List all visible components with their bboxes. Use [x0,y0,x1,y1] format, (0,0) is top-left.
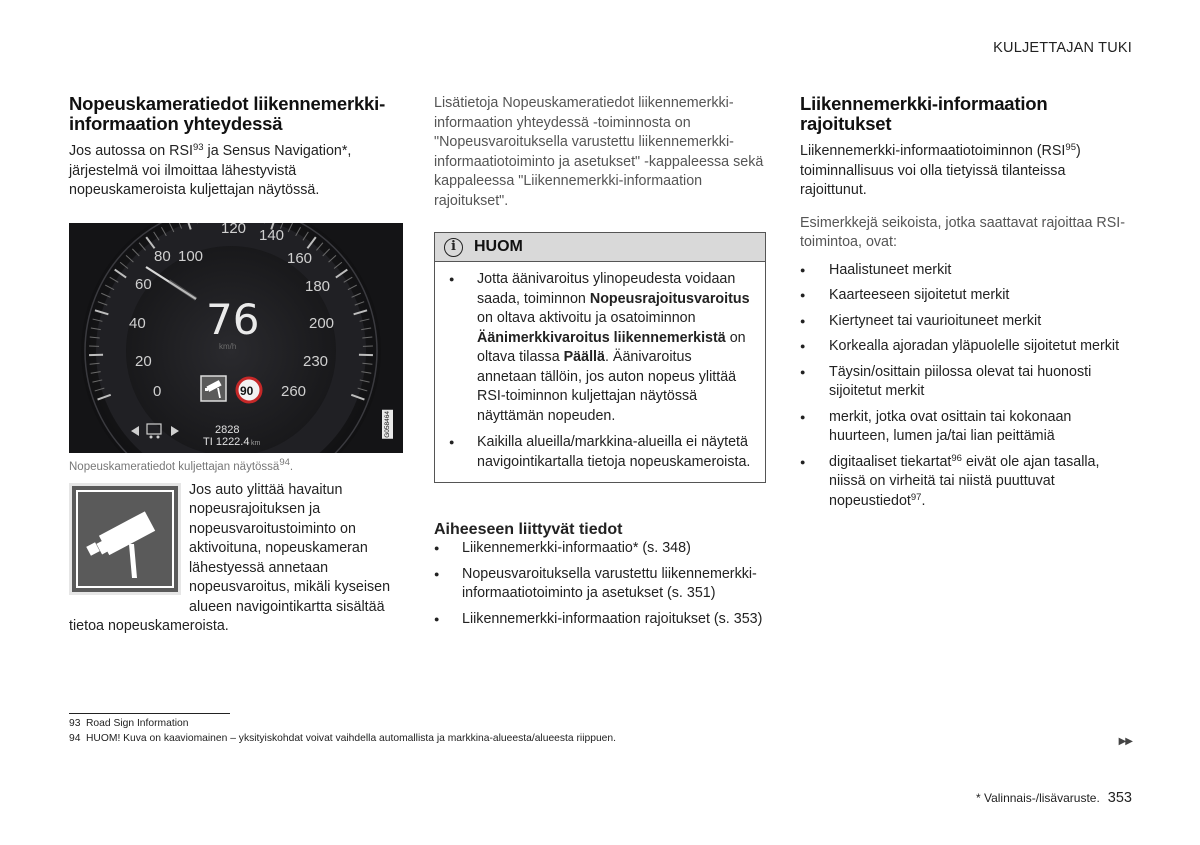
limitation-item: ● Täysin/osittain piilossa olevat tai huonosti sijoitetut merkit [800,363,1130,402]
related-link[interactable]: ● Liikennemerkki-informaation rajoitukset (s. 353) [434,610,766,630]
section-header: KULJETTAJAN TUKI [993,40,1132,56]
limitations-list [800,261,1130,512]
trip-distance: 2828 [215,423,240,436]
page-number: 353 [1107,790,1132,806]
tick-label-200: 200 [309,314,335,332]
driver-display-image [69,223,403,453]
note-header [435,233,765,262]
tick-label-40: 40 [129,314,146,332]
tick-label-230: 230 [303,352,329,370]
svg-text:90: 90 [240,383,254,398]
related-heading: Aiheeseen liittyvät tiedot [434,521,623,538]
speed-limit-sign-icon [237,378,261,402]
current-speed: 76 [206,294,260,344]
note-title: HUOM [474,238,523,255]
tick-label-80: 80 [154,247,171,265]
next-page-arrow-icon[interactable]: ▶▶ [1118,736,1132,747]
middle-column [434,94,766,629]
footnote-93: 93 Road Sign Information [69,718,189,729]
footnote-ref-93[interactable]: 93 [192,142,204,153]
speed-camera-warning-text: Jos auto ylittää havaitun nopeusrajoituksen ja nopeusvaroitustoiminto on aktivoituna, nopeuskameran lähestyessä annetaan nopeusvaroitus, mikäli kyseisen alueen navigointikartta sisältää tietoa nopeuskameroista. [69,481,391,634]
limitation-item: ● Korkealla ajoradan yläpuolelle sijoitetut merkit [800,337,1130,357]
more-info-text: Lisätietoja Nopeuskameratiedot liikennemerkki-informaation yhteydessä -toiminnosta on "Nopeusvaroituksella varustettu liikennemerkki-informaatiotoiminto ja asetukset" -kappaleessa sekä kappaleessa "Liikennemerkki-informaation rajoitukset". [434,95,764,209]
figure-caption: Nopeuskameratiedot kuljettajan näytössä$^{94}$. [69,456,294,473]
tick-label-180: 180 [305,277,331,295]
speed-camera-sign-icon [69,483,181,595]
tick-label-60: 60 [135,275,152,293]
footnote-ref-95[interactable]: 95 [1065,142,1076,153]
figure-code: G058464 [384,410,391,438]
footnote-ref-94[interactable]: 94 [279,456,290,468]
info-icon: i [444,238,463,257]
footnote-divider [69,713,230,714]
limitation-item: ● Kiertyneet tai vaurioituneet merkit [800,312,1130,332]
svg-text:km: km [251,439,261,447]
limitation-item: ● Kaarteeseen sijoitetut merkit [800,286,1130,306]
page-footer [976,790,1132,806]
related-link[interactable]: ● Liikennemerkki-informaatio* (s. 348) [434,539,766,559]
speed-camera-heading: Nopeuskameratiedot liikennemerkki-informaation yhteydessä [69,93,386,134]
note-item-2: ● Kaikilla alueilla/markkina-alueilla ei näytetä navigointikartalla tietoja nopeuskameroista. [449,433,753,472]
footnote-ref-97[interactable]: 97 [910,491,922,503]
limitation-item: ● merkit, jotka ovat osittain tai kokonaan huurteen, lumen ja/tai lian peittämiä [800,408,1130,447]
speed-unit: km/h [219,341,237,351]
related-list [434,539,766,629]
total-distance: TI 1222.4 [203,435,250,448]
speed-camera-intro: Jos autossa on RSI$^{93}$ ja Sensus Navigation*, järjestelmä voi ilmoittaa lähestyvistä nopeuskameroista kuljettajan näytössä. [69,142,352,198]
related-link[interactable]: ● Nopeusvaroituksella varustettu liikennemerkki-informaatiotoiminto ja asetukset (s. 351) [434,565,766,604]
limitations-intro: Liikennemerkki-informaatiotoiminnon (RSI$^{95}$) toiminnallisuus voi olla tietyissä tilanteissa rajoittunut. [800,142,1081,198]
limitations-heading: Liikennemerkki-informaation rajoitukset [800,93,1048,134]
footnote-ref-96[interactable]: 96 [951,452,962,464]
examples-intro: Esimerkkejä seikoista, jotka saattavat rajoittaa RSI-toimintoa, ovat: [800,214,1125,250]
tick-label-260: 260 [281,382,307,400]
left-column [69,94,405,637]
tick-label-120: 120 [221,222,247,237]
optional-equipment-note: * Valinnais-/lisävaruste. [975,791,1100,805]
tick-label-0: 0 [153,382,162,400]
right-column [800,94,1130,511]
speedometer-graphic [69,223,403,453]
speed-camera-section [69,481,405,637]
tick-label-100: 100 [178,247,204,265]
note-item-1: ● Jotta äänivaroitus ylinopeudesta voidaan saada, toiminnon Nopeusrajoitusvaroitus on oltava aktivoitu ja osatoiminnon Äänimerkkivaroitus liikennemerkistä on oltava tilassa Päällä. Äänivaroitus annetaan tällöin, jos auton nopeus ylittää RSI-toiminnon kuljettajan näytössä näyttämän nopeuden. [449,270,753,426]
tick-label-160: 160 [287,249,313,267]
camera-sign-icon [201,376,226,401]
footnote-94: 94 HUOM! Kuva on kaaviomainen – yksityiskohdat voivat vaihdella automallista ja markkina-alueesta/alueesta riippuen. [69,733,616,744]
tick-label-20: 20 [135,352,152,370]
tick-label-140: 140 [259,226,285,244]
note-box [434,232,766,483]
limitation-item: ● Haalistuneet merkit [800,261,1130,281]
limitation-item: ● digitaaliset tiekartat$^{96}$ eivät ole ajan tasalla, niissä on virheitä tai niistä puuttuvat nopeustiedot$^{97}$. [800,453,1130,512]
